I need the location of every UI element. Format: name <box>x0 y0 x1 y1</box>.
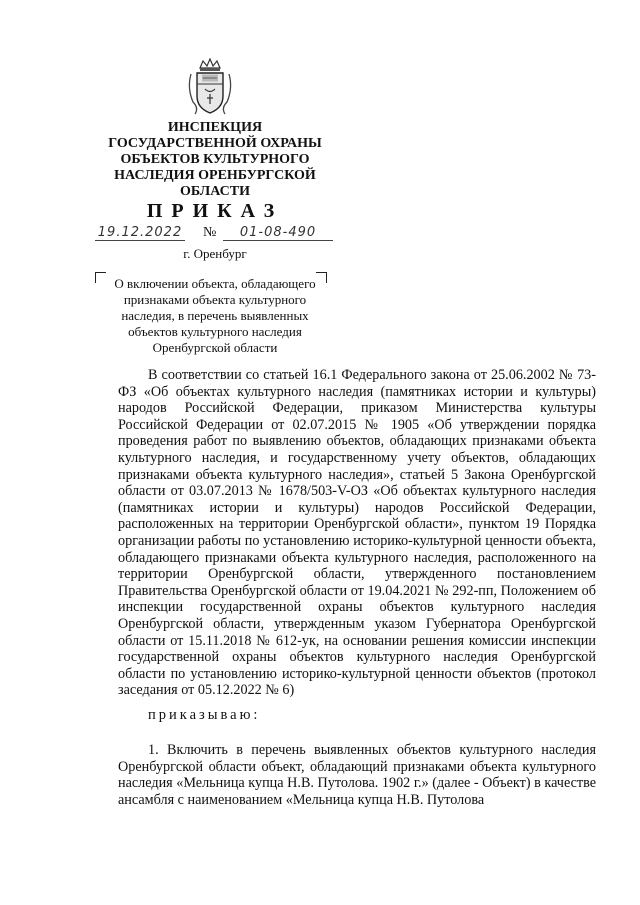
org-line: ОБЛАСТИ <box>180 184 250 199</box>
order-subject: О включении объекта, обладающего признаками объекта культурного наследия, в перечень выявленных объектов культурного наследия Оренбургской области <box>114 276 316 355</box>
coat-of-arms-icon <box>185 58 235 118</box>
clause-1-paragraph: 1. Включить в перечень выявленных объектов культурного наследия Оренбургской области объект, обладающий признаками объекта культурного наследия «Мельница купца Н.В. Путолова. 1902 г.» (далее - Объект) в качестве ансамбля с наименованием «Мельница купца Н.В. Путолова <box>118 742 596 808</box>
order-date: 19.12.2022 <box>95 225 185 241</box>
org-line: НАСЛЕДИЯ ОРЕНБУРГСКОЙ <box>114 168 316 183</box>
document-type: ПРИКАЗ <box>146 200 284 222</box>
order-date-number <box>95 225 335 245</box>
city: г. Оренбург <box>183 246 247 261</box>
organization-name <box>90 120 340 200</box>
number-sign: № <box>203 225 217 240</box>
decree-word: приказываю: <box>148 707 261 723</box>
org-line: ОБЪЕКТОВ КУЛЬТУРНОГО <box>120 152 310 167</box>
preamble-paragraph: В соответствии со статьей 16.1 Федерального закона от 25.06.2002 № 73-ФЗ «Об объектах культурного наследия (памятниках истории и культуры) народов Российской Федерации, приказом Министерства культуры Российской Федерации от 02.07.2015 № 1905 «Об утверждении порядка проведения работ по выявлению объектов, обладающих признаками объекта культурного наследия, и государственному учету объектов, обладающих признаками объекта культурного наследия», статьей 5 Закона Оренбургской области от 03.07.2013 № 1678/503-V-ОЗ «Об объектах культурного наследия (памятниках истории и культуры) народов Российской Федерации, расположенных на территории Оренбургской области», пунктом 19 Порядка организации работы по установлению историко-культурной ценности объекта, обладающего признаками объекта культурного наследия, расположенного на территории Оренбургской области, утвержденного постановлением Правительства Оренбургской области от 19.04.2021 № 292-пп, Положением об инспекции государственной охраны объектов культурного наследия Оренбургской области, утвержденным указом Губернатора Оренбургской области от 15.11.2018 № 612-ук, на основании решения комиссии инспекции государственной охраны объектов культурного наследия Оренбургской области по установлению историко-культурной ценности объектов (протокол заседания от 05.12.2022 № 6) <box>118 367 596 699</box>
org-line: ГОСУДАРСТВЕННОЙ ОХРАНЫ <box>108 136 322 151</box>
org-line: ИНСПЕКЦИЯ <box>167 120 263 135</box>
order-number: 01-08-490 <box>223 225 333 241</box>
